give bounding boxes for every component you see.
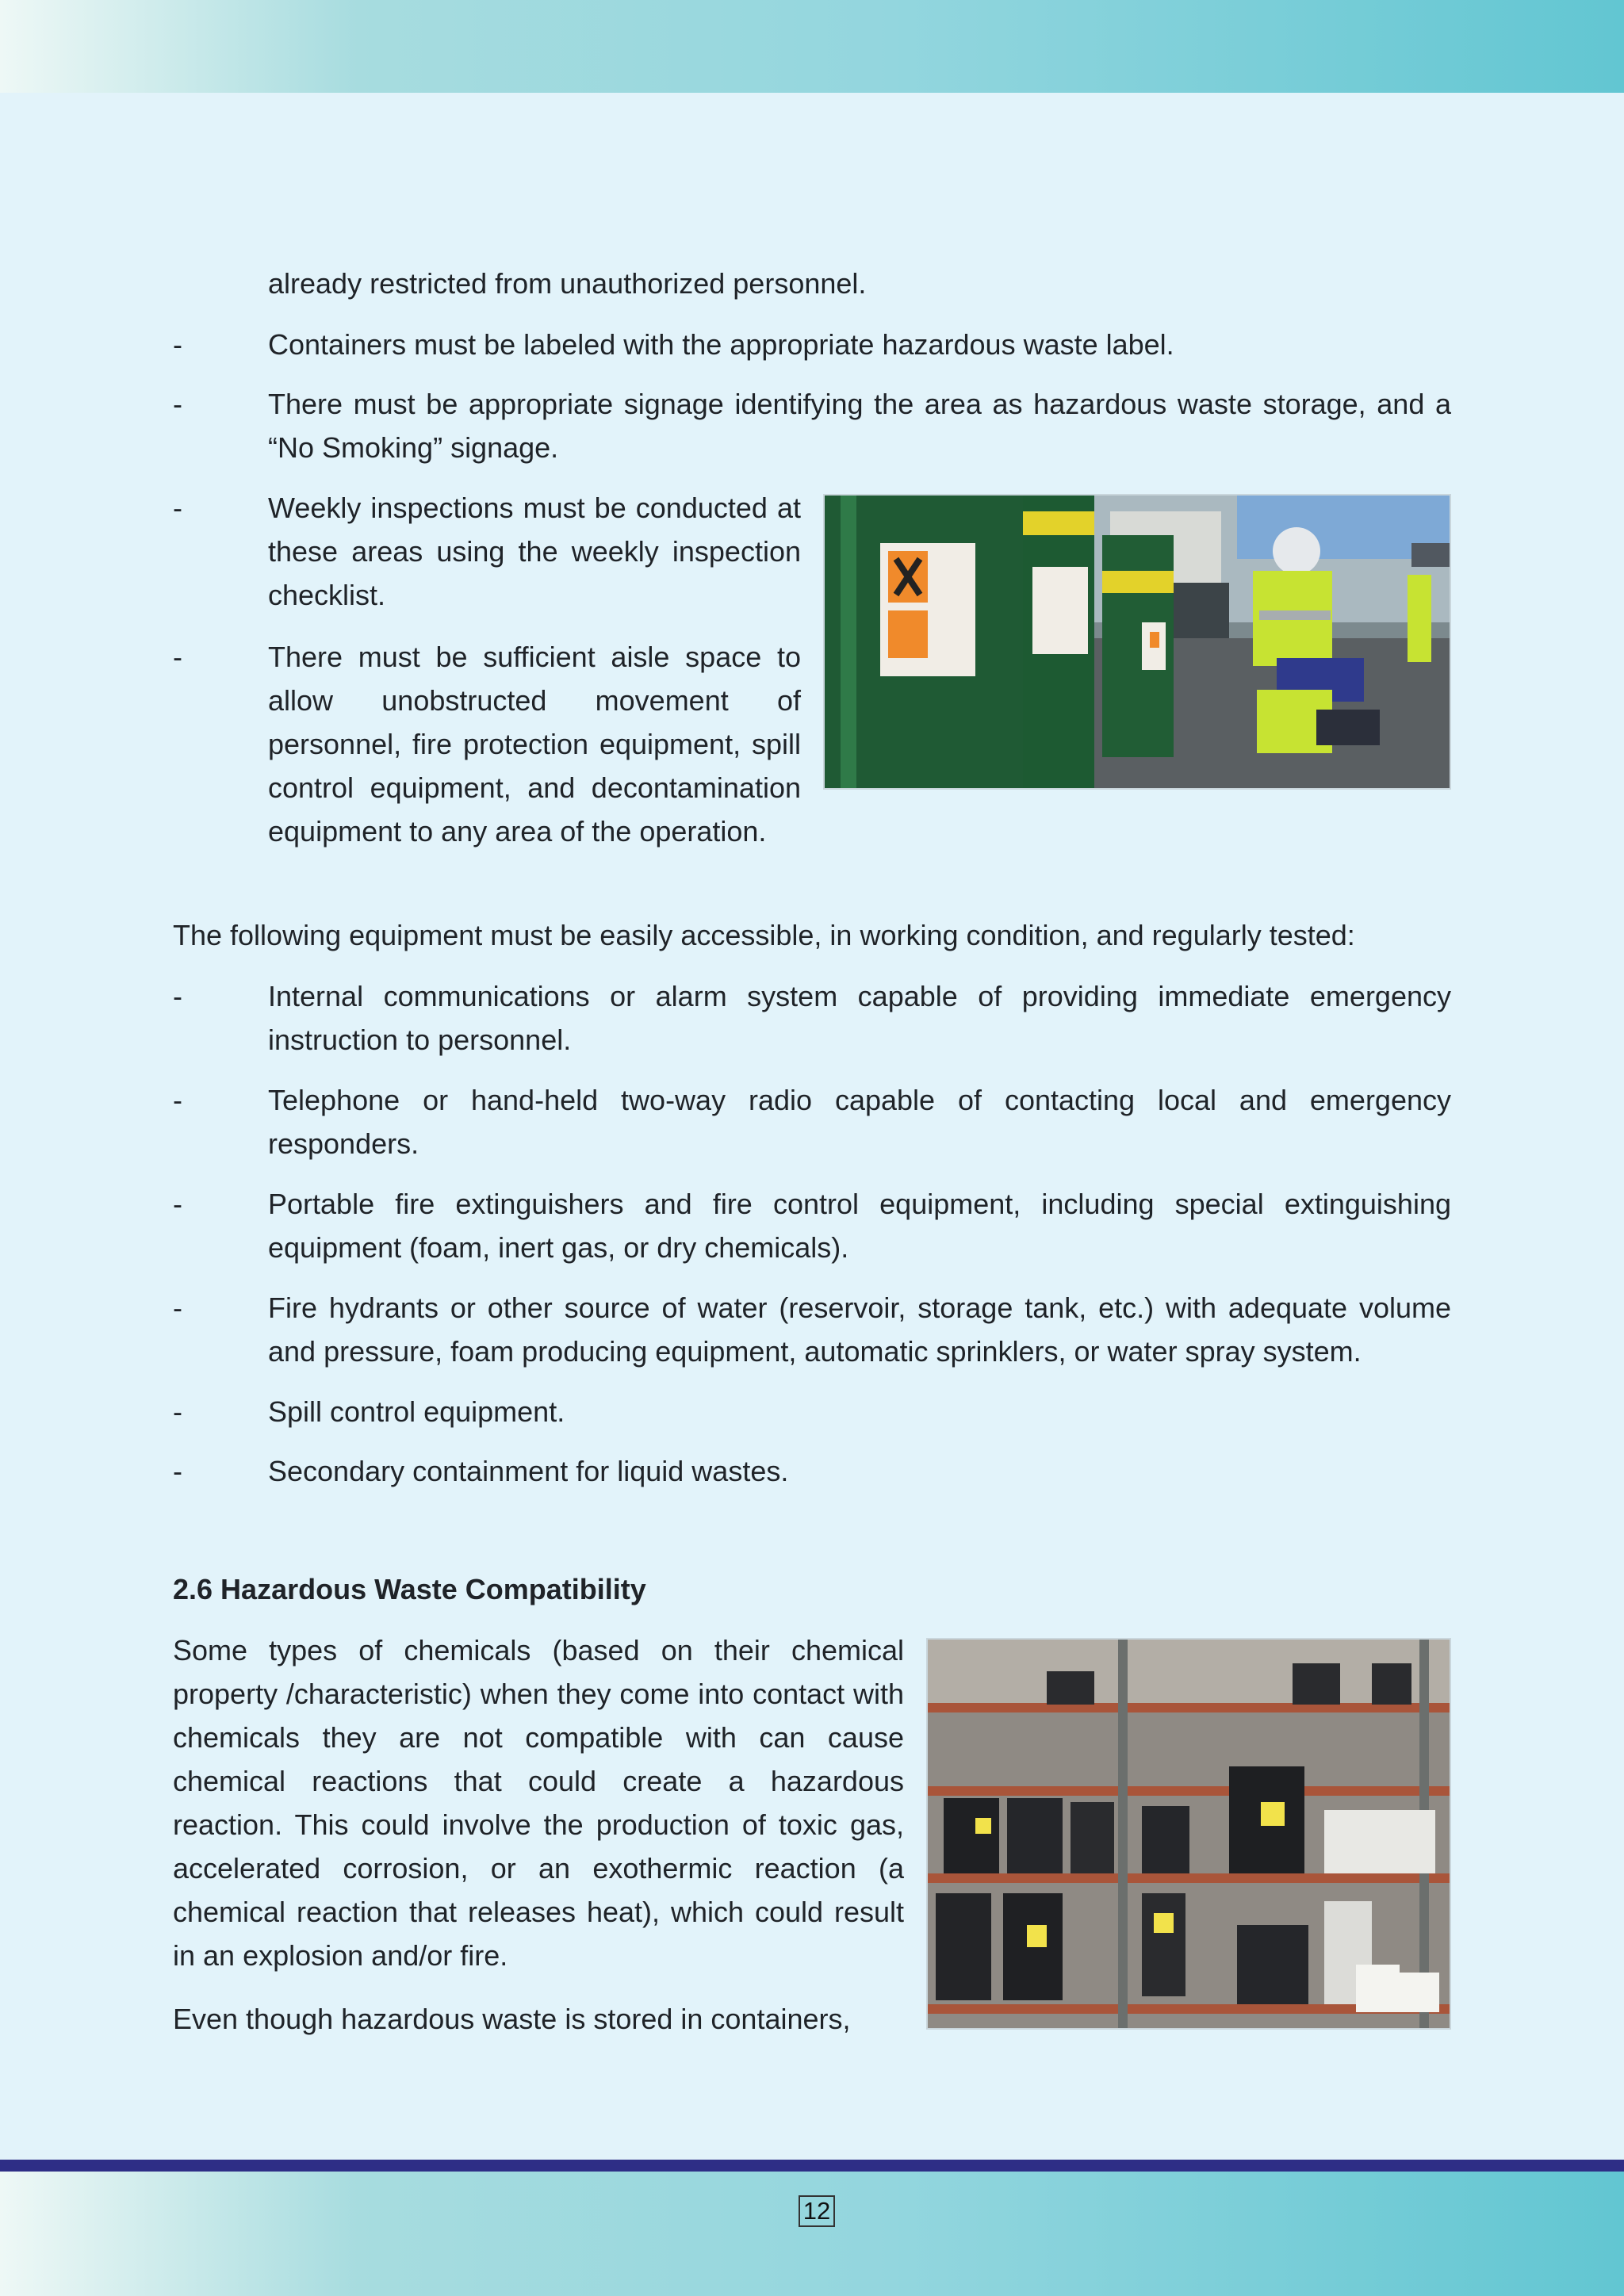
list-item-text: Portable fire extinguishers and fire control equipment, including special extinguishing equipment (foam, inert gas, or dry chemicals).: [268, 1188, 1451, 1264]
list-marker: -: [173, 492, 182, 524]
list-item: [173, 1078, 1451, 1165]
list-item: [173, 382, 1451, 469]
list-item-text: Spill control equipment.: [268, 1395, 565, 1428]
list-item-text: There must be sufficient aisle space to allow unobstructed movement of personnel, fire protection equipment, spill control equipment, and decontamination equipment to any area of the operation.: [268, 641, 801, 848]
list-item: [173, 635, 801, 853]
list-marker: -: [173, 641, 182, 673]
barrels-illustration: [825, 496, 1451, 790]
section-heading: 2.6 Hazardous Waste Compatibility: [173, 1573, 646, 1605]
list-marker: -: [173, 1292, 182, 1324]
list-marker: -: [173, 1188, 182, 1220]
footer-rule: [0, 2160, 1624, 2172]
list-item: [173, 1449, 1451, 1493]
list-item: [173, 323, 1451, 366]
list-marker: -: [173, 328, 182, 361]
list-item-text: There must be appropriate signage identifying the area as hazardous waste storage, and a “No Smoking” signage.: [268, 388, 1451, 464]
continuation-text: already restricted from unauthorized personnel.: [268, 267, 867, 300]
list-marker: -: [173, 1455, 182, 1487]
barrels-photo: [823, 494, 1451, 790]
list-item: [173, 1390, 1451, 1433]
list-item-text: Weekly inspections must be conducted at these areas using the weekly inspection checklist.: [268, 492, 801, 611]
equipment-intro: The following equipment must be easily accessible, in working condition, and regularly tested:: [173, 919, 1355, 951]
list-item: [173, 1286, 1451, 1373]
warehouse-photo: [926, 1638, 1451, 2030]
section-paragraph: Some types of chemicals (based on their chemical property /characteristic) when they come into contact with chemicals they are not compatible with can cause chemical reactions that could create a hazardous reaction. This could involve the production of toxic gas, accelerated corrosion, or an exothermic reaction (a chemical reaction that releases heat), which could result in an explosion and/or fire.: [173, 1634, 904, 1972]
list-item-text: Internal communications or alarm system capable of providing immediate emergency instruction to personnel.: [268, 980, 1451, 1056]
list-item: [173, 486, 801, 617]
list-marker: -: [173, 1084, 182, 1116]
list-marker: -: [173, 388, 182, 420]
page-number: 12: [799, 2195, 835, 2227]
list-item-text: Fire hydrants or other source of water (reservoir, storage tank, etc.) with adequate volume and pressure, foam producing equipment, automatic sprinklers, or water spray system.: [268, 1292, 1451, 1368]
footer-band: [0, 2172, 1624, 2296]
list-marker: -: [173, 980, 182, 1012]
list-item-text: Telephone or hand-held two-way radio capable of contacting local and emergency responders.: [268, 1084, 1451, 1160]
section-paragraph: Even though hazardous waste is stored in containers,: [173, 2003, 851, 2035]
list-item: [173, 1182, 1451, 1269]
list-item-text: Containers must be labeled with the appropriate hazardous waste label.: [268, 328, 1174, 361]
header-band: [0, 0, 1624, 93]
list-item: [173, 974, 1451, 1062]
warehouse-illustration: [928, 1640, 1451, 2030]
list-marker: -: [173, 1395, 182, 1428]
list-item-text: Secondary containment for liquid wastes.: [268, 1455, 789, 1487]
